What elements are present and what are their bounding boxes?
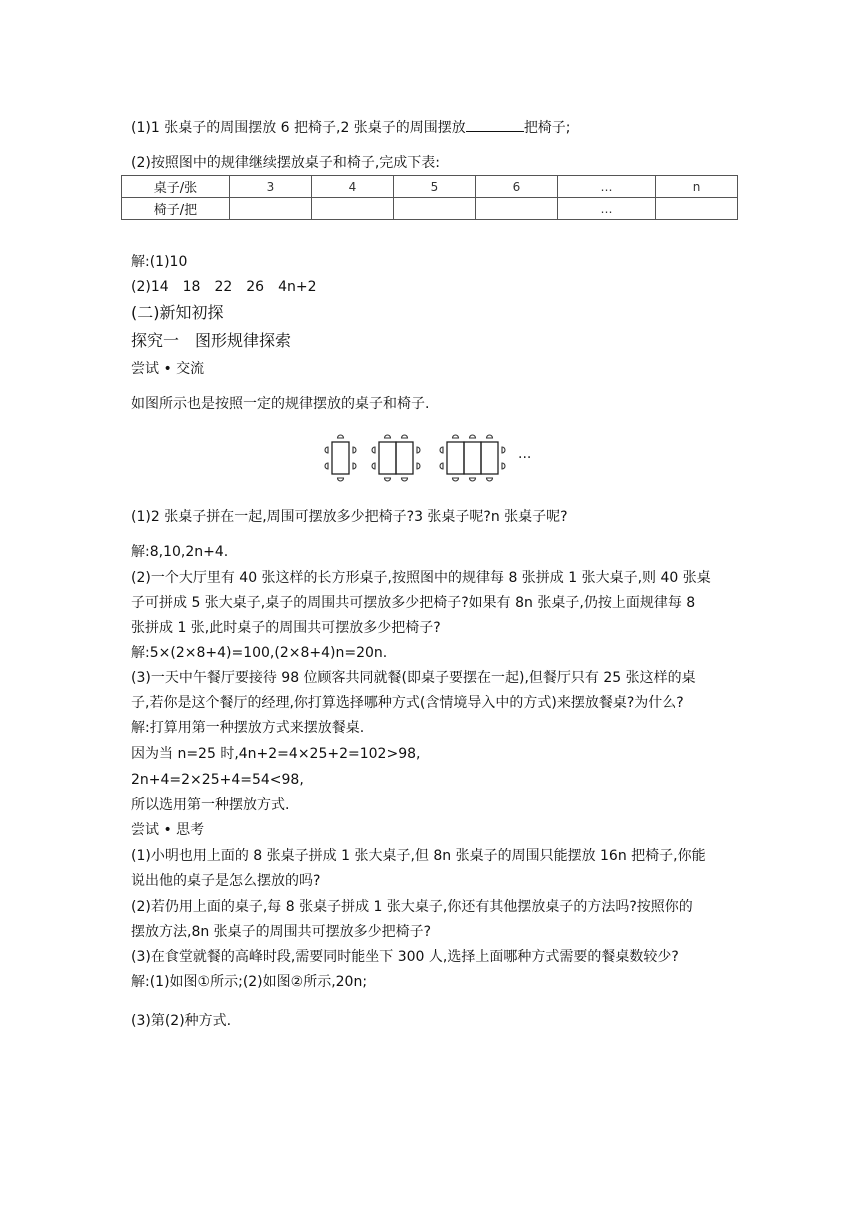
think-answer-line1: 解:(1)如图①所示;(2)如图②所示,20n; <box>131 974 368 990</box>
table-cell: 桌子/张 <box>122 176 230 198</box>
table-cell: 3 <box>230 176 312 198</box>
section-subheading: 探究一 图形规律探索 <box>131 331 292 350</box>
table <box>121 175 738 220</box>
think-question-1-line2: 说出他的桌子是怎么摆放的吗? <box>131 873 321 889</box>
think-question-2-line2: 摆放方法,8n 张桌子的周围共可摆放多少把椅子? <box>131 924 432 940</box>
table-row <box>122 198 738 220</box>
table-cell: 椅子/把 <box>122 198 230 220</box>
answer-1: 解:(1)10 <box>131 254 188 270</box>
table-cell <box>476 198 558 220</box>
think-question-1-line1: (1)小明也用上面的 8 张桌子拼成 1 张大桌子,但 8n 张桌子的周围只能摆放 16n 把椅子,你能 <box>131 848 706 864</box>
explore-answer-3-line1: 解:打算用第一种摆放方式来摆放餐桌. <box>131 720 365 736</box>
tables-chairs-figure <box>322 432 542 484</box>
explore-question-1: (1)2 张桌子拼在一起,周围可摆放多少把椅子?3 张桌子呢?n 张桌子呢? <box>131 509 568 525</box>
intro-text: 如图所示也是按照一定的规律摆放的桌子和椅子. <box>131 396 430 412</box>
think-question-2-line1: (2)若仍用上面的桌子,每 8 张桌子拼成 1 张大桌子,你还有其他摆放桌子的方法吗?按照你的 <box>131 899 693 915</box>
table-cell: 5 <box>394 176 476 198</box>
question-1 <box>131 117 571 138</box>
table-cell: 6 <box>476 176 558 198</box>
figure-ellipsis: ··· <box>518 450 532 466</box>
figure-svg <box>322 432 542 484</box>
explore-question-2-line3: 张拼成 1 张,此时桌子的周围共可摆放多少把椅子? <box>131 620 441 636</box>
table-cell: 4 <box>312 176 394 198</box>
table-cell <box>312 198 394 220</box>
table-cell <box>656 198 738 220</box>
activity-label: 尝试 • 交流 <box>131 361 205 377</box>
answer-blank <box>466 117 524 132</box>
table-cell <box>394 198 476 220</box>
explore-question-2-line2: 子可拼成 5 张大桌子,桌子的周围共可摆放多少把椅子?如果有 8n 张桌子,仍按上面规律每 8 <box>131 595 696 611</box>
table-cell <box>230 198 312 220</box>
explore-answer-2: 解:5×(2×8+4)=100,(2×8+4)n=20n. <box>131 645 388 661</box>
answer-2: (2)14 18 22 26 4n+2 <box>131 279 317 295</box>
activity-label: 尝试 • 思考 <box>131 822 205 838</box>
table-cell: n <box>656 176 738 198</box>
explore-answer-3-line4: 所以选用第一种摆放方式. <box>131 797 290 813</box>
section-heading: (二)新知初探 <box>131 303 224 322</box>
explore-question-3-line2: 子,若你是这个餐厅的经理,你打算选择哪种方式(含情境导入中的方式)来摆放餐桌?为什么? <box>131 695 684 711</box>
table-row <box>122 176 738 198</box>
explore-answer-1: 解:8,10,2n+4. <box>131 544 229 560</box>
table-cell: … <box>558 176 656 198</box>
explore-answer-3-line2: 因为当 n=25 时,4n+2=4×25+2=102>98, <box>131 746 421 762</box>
explore-answer-3-line3: 2n+4=2×25+4=54<98, <box>131 772 304 788</box>
table-cell: … <box>558 198 656 220</box>
think-question-3: (3)在食堂就餐的高峰时段,需要同时能坐下 300 人,选择上面哪种方式需要的餐桌数较少? <box>131 949 679 965</box>
question-1-tail: 把椅子; <box>523 120 571 136</box>
explore-question-2-line1: (2)一个大厅里有 40 张这样的长方形桌子,按照图中的规律每 8 张拼成 1 张大桌子,则 40 张桌 <box>131 570 711 586</box>
think-answer-line2: (3)第(2)种方式. <box>131 1013 232 1029</box>
question-2: (2)按照图中的规律继续摆放桌子和椅子,完成下表: <box>131 155 440 171</box>
question-1-text: (1)1 张桌子的周围摆放 6 把椅子,2 张桌子的周围摆放 <box>131 120 466 136</box>
explore-question-3-line1: (3)一天中午餐厅要接待 98 位顾客共同就餐(即桌子要摆在一起),但餐厅只有 25 张这样的桌 <box>131 670 696 686</box>
